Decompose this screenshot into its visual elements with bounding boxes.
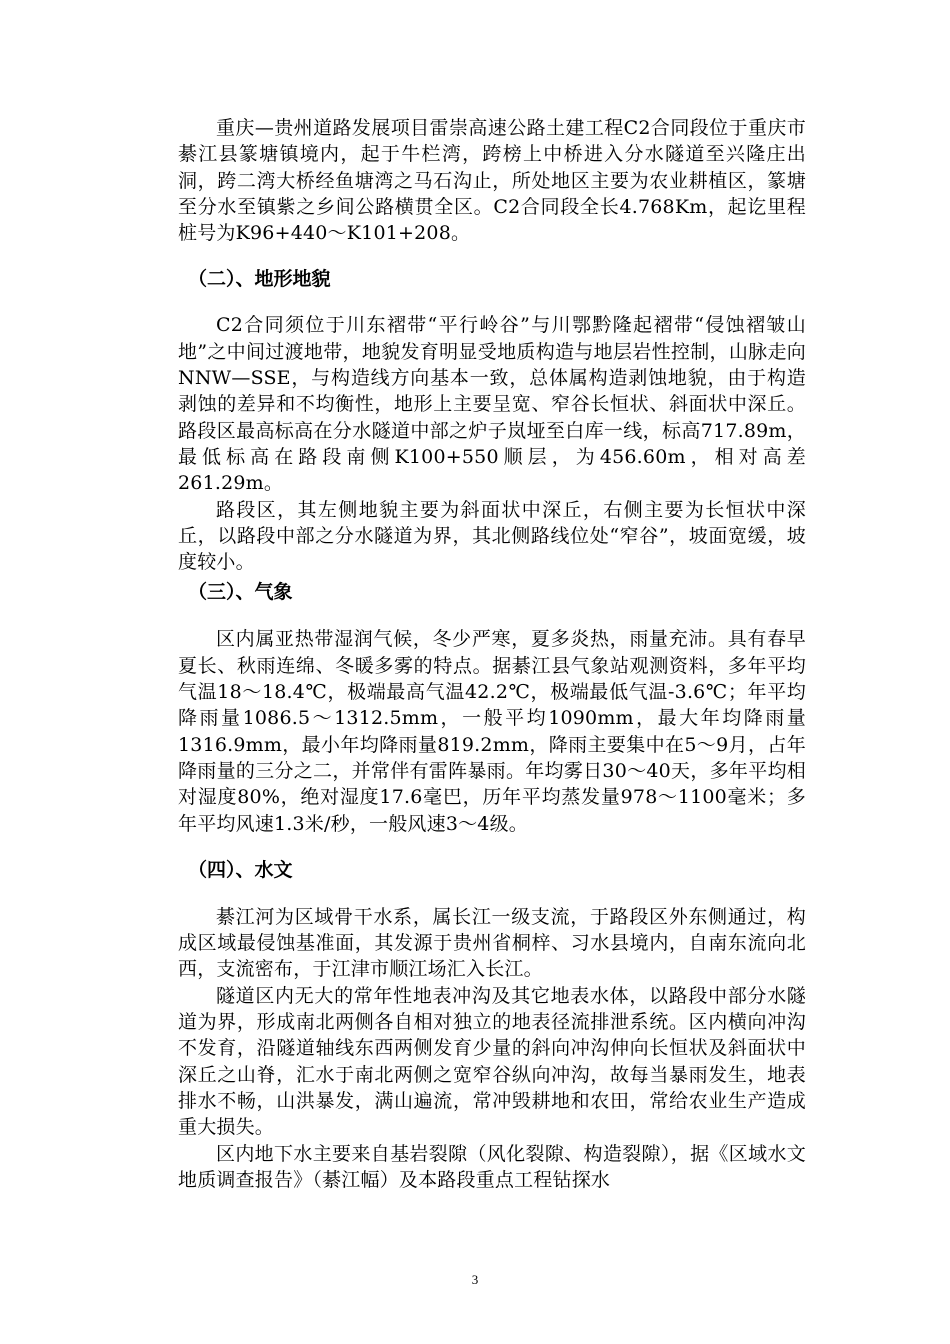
project-overview-paragraph: 重庆—贵州道路发展项目雷崇高速公路土建工程C2合同段位于重庆市綦江县篆塘镇境内，起于牛栏湾，跨榜上中桥进入分水隧道至兴隆庄出洞，跨二湾大桥经鱼塘湾之马石沟止，所处地区主要为农业耕植区，篆塘至分水至镇紫之乡间公路横贯全区。C2合同段全长4.768Km，起讫里程桩号为K96+440～K101+208。 — [178, 117, 806, 245]
page-number: 3 — [471, 1272, 479, 1287]
page-content — [178, 115, 806, 1193]
terrain-paragraph-2: 路段区，其左侧地貌主要为斜面状中深丘，右侧主要为长恒状中深丘，以路段中部之分水隧道为界，其北侧路线位处“窄谷”，坡面宽缓，坡度较小。 — [178, 498, 806, 574]
terrain-paragraph-1: C2合同须位于川东褶带“平行岭谷”与川鄂黔隆起褶带“侵蚀褶皱山地”之中间过渡地带，地貌发育明显受地质构造与地层岩性控制，山脉走向NNW—SSE，与构造线方向基本一致，总体属构造剥蚀地貌，由于构造剥蚀的差异和不均衡性，地形上主要呈宽、窄谷长恒状、斜面状中深丘。路段区最高标高在分水隧道中部之炉子岚垭至白库一线，标高717.89m，最低标高在路段南侧K100+550顺层，为456.60m，相对高差261.29m。 — [178, 314, 806, 495]
climate-paragraph: 区内属亚热带湿润气候，冬少严寒，夏多炎热，雨量充沛。具有春早夏长、秋雨连绵、冬暖多雾的特点。据綦江县气象站观测资料，多年平均气温18～18.4℃，极端最高气温42.2℃，极端最低气温-3.6℃；年平均降雨量1086.5～1312.5mm，一般平均1090mm，最大年均降雨量1316.9mm，最小年均降雨量819.2mm，降雨主要集中在5～9月，占年降雨量的三分之二，并常伴有雷阵暴雨。年均雾日30～40天，多年平均相对湿度80%，绝对湿度17.6毫巴，历年平均蒸发量978～1100毫米；多年平均风速1.3米/秒，一般风速3～4级。 — [178, 628, 806, 835]
terrain-heading: （二）、地形地貌 — [188, 268, 331, 291]
hydrology-heading: （四）、水文 — [188, 858, 293, 881]
hydrology-paragraph-2: 隧道区内无大的常年性地表冲沟及其它地表水体，以路段中部分水隧道为界，形成南北两侧各自相对独立的地表径流排泄系统。区内横向冲沟不发育，沿隧道轴线东西两侧发育少量的斜向冲沟伸向长恒状及斜面状中深丘之山脊，汇水于南北两侧之宽窄谷纵向冲沟，故每当暴雨发生，地表排水不畅，山洪暴发，满山遍流，常冲毁耕地和农田，常给农业生产造成重大损失。 — [178, 984, 806, 1139]
hydrology-paragraph-1: 綦江河为区域骨干水系，属长江一级支流，于路段区外东侧通过，构成区域最侵蚀基准面，其发源于贵州省桐梓、习水县境内，自南东流向北西，支流密布，于江津市顺江场汇入长江。 — [178, 905, 806, 981]
hydrology-paragraph-3: 区内地下水主要来自基岩裂隙（风化裂隙、构造裂隙），据《区域水文地质调查报告》（綦江幅）及本路段重点工程钻探水 — [178, 1142, 806, 1191]
climate-heading: （三）、气象 — [188, 581, 293, 604]
